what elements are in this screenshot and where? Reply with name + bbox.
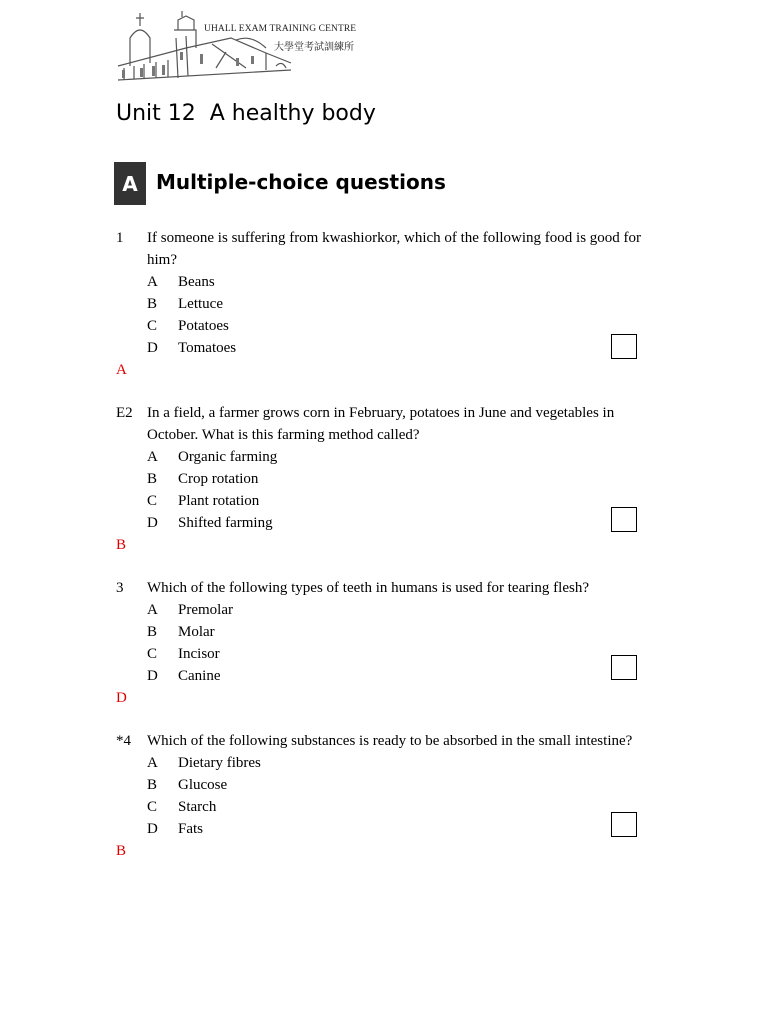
option-text: Dietary fibres: [178, 755, 261, 771]
option-text: Beans: [178, 274, 215, 290]
option-letter: A: [147, 602, 158, 618]
unit-title: Unit 12 A healthy body: [116, 101, 376, 126]
option-a: [147, 446, 656, 468]
question-number: 1: [116, 230, 124, 246]
answer-box[interactable]: [611, 812, 637, 837]
logo-text-english: UHALL EXAM TRAINING CENTRE: [204, 24, 357, 34]
section-title: Multiple-choice questions: [156, 170, 446, 194]
option-letter: D: [147, 340, 158, 356]
option-text: Canine: [178, 668, 221, 684]
option-c: [147, 315, 656, 337]
question-3: [116, 577, 656, 709]
answer-text: B: [116, 843, 127, 859]
logo-text-chinese: 大學堂考試訓練所: [274, 42, 354, 53]
answer-box[interactable]: [611, 507, 637, 532]
option-text: Organic farming: [178, 449, 278, 465]
option-d: [147, 512, 656, 534]
answer-box[interactable]: [611, 655, 637, 680]
option-b: [147, 293, 656, 315]
question-1: [116, 227, 656, 381]
option-text: Shifted farming: [178, 515, 273, 531]
question-2: [116, 402, 656, 556]
section-letter-badge: A: [114, 162, 146, 205]
option-a: [147, 752, 676, 774]
option-text: Glucose: [178, 777, 228, 793]
answer-text: A: [116, 362, 127, 378]
option-letter: B: [147, 296, 158, 312]
question-text: Which of the following types of teeth in humans is used for tearing flesh?: [147, 580, 589, 596]
question-text: In a field, a farmer grows corn in February, potatoes in June and vegetables in October. What is this farming method called?: [147, 405, 615, 443]
logo: [116, 8, 360, 86]
question-text: If someone is suffering from kwashiorkor, which of the following food is good for him?: [147, 230, 642, 268]
option-letter: C: [147, 646, 158, 662]
option-text: Fats: [178, 821, 204, 837]
question-number: *4: [116, 733, 131, 749]
answer-box[interactable]: [611, 334, 637, 359]
option-d: [147, 818, 676, 840]
option-a: [147, 599, 656, 621]
question-text: Which of the following substances is ready to be absorbed in the small intestine?: [147, 733, 633, 749]
option-letter: C: [147, 318, 158, 334]
option-text: Lettuce: [178, 296, 223, 312]
option-d: [147, 337, 656, 359]
option-text: Tomatoes: [178, 340, 237, 356]
option-b: [147, 774, 676, 796]
option-text: Potatoes: [178, 318, 229, 334]
question-4: [116, 730, 676, 862]
option-b: [147, 621, 656, 643]
option-b: [147, 468, 656, 490]
question-number: 3: [116, 580, 124, 596]
option-letter: D: [147, 821, 158, 837]
option-text: Plant rotation: [178, 493, 260, 509]
option-letter: D: [147, 515, 158, 531]
option-d: [147, 665, 656, 687]
option-text: Molar: [178, 624, 215, 640]
answer-text: B: [116, 537, 127, 553]
option-text: Starch: [178, 799, 217, 815]
option-text: Premolar: [178, 602, 233, 618]
option-c: [147, 490, 656, 512]
option-text: Incisor: [178, 646, 220, 662]
option-text: Crop rotation: [178, 471, 259, 487]
option-letter: B: [147, 777, 158, 793]
option-a: [147, 271, 656, 293]
option-letter: B: [147, 471, 158, 487]
option-letter: C: [147, 493, 158, 509]
option-c: [147, 643, 656, 665]
option-c: [147, 796, 676, 818]
answer-text: D: [116, 690, 127, 706]
option-letter: D: [147, 668, 158, 684]
option-letter: B: [147, 624, 158, 640]
option-letter: A: [147, 755, 158, 771]
question-number: E2: [116, 405, 133, 421]
option-letter: A: [147, 274, 158, 290]
option-letter: A: [147, 449, 158, 465]
option-letter: C: [147, 799, 158, 815]
